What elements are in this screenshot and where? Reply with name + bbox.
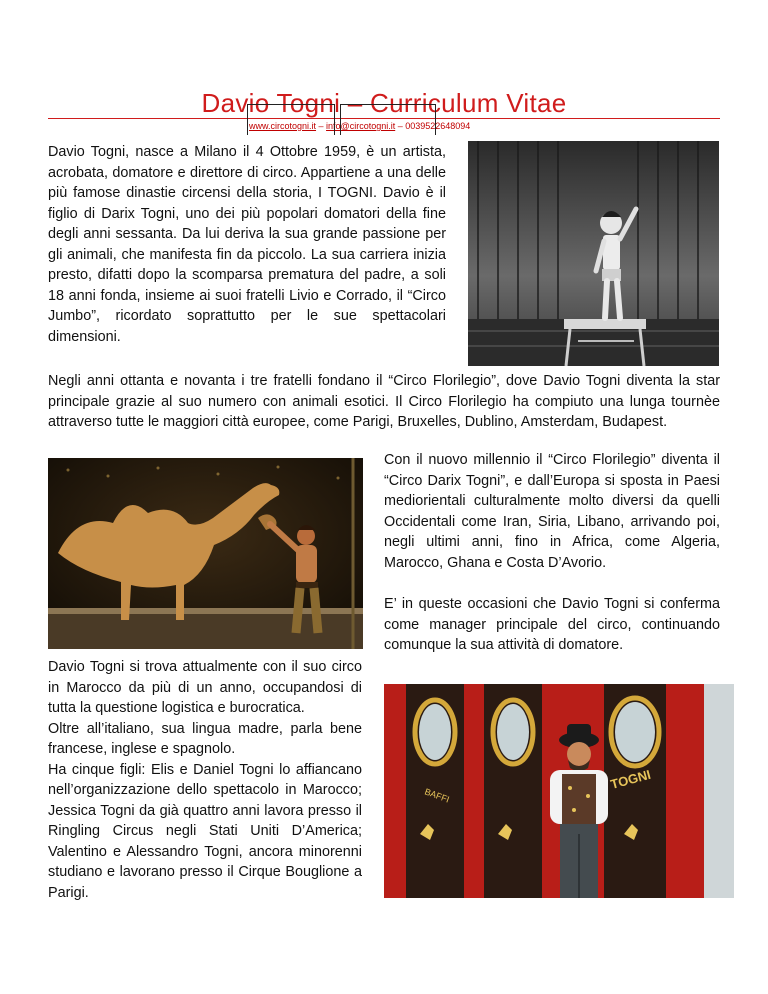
photo-young-acrobat xyxy=(468,141,719,366)
manager-paragraph: E’ in queste occasioni che Davio Togni si conferma come manager principale del circo, continuando comunque la sua attività di domatore. xyxy=(384,596,720,653)
website-link[interactable]: www.circotogni.it xyxy=(249,121,317,131)
wagon-sign-right: TOGNI xyxy=(608,766,653,792)
wagon-sign-left: BAFFI xyxy=(423,786,451,805)
millennio-paragraph: Con il nuovo millennio il “Circo Florilegio” diventa il “Circo Darix Togni”, e dall’Europa si sposta in Paesi mediorientali culturalmente molto diversi da quelli Occidentali come Iran, Siria, Libano, arrivando poi, negli ultimi anni, fino in Africa, come Algeria, Marocco, Ghana e Costa D’Avorio. xyxy=(384,452,720,571)
phone-number: 0039522648094 xyxy=(405,121,471,131)
contact-separator: – xyxy=(395,121,406,131)
florilegio-paragraph: Negli anni ottanta e novanta i tre fratelli fondano il “Circo Florilegio”, dove Davio Togni diventa la star principale grazie al suo numero con animali esotici. Il Circo Florilegio ha compiuto una lunga tournèe attraverso tutte le maggiori città europee, come Parigi, Bruxelles, Dublino, Amsterdam, Budapest. xyxy=(48,373,720,430)
left-column-text xyxy=(48,657,362,903)
intro-paragraph: Davio Togni, nasce a Milano il 4 Ottobre 1959, è un artista, acrobata, domatore e direttore di circo. Appartiene a una delle più famose dinastie circensi della storia, I TOGNI. Davio è il figlio di Darix Togni, uno dei più popolari domatori della fine degli anni sessanta. Da lui deriva la sua grande passione per gli animali, che manifesta fin da piccolo. La sua carriera inizia presto, difatti dopo la scomparsa prematura del padre, a soli 18 anni fonda, insieme ai suoi fratelli Livio e Corrado, il “Circo Jumbo”, ricordato soprattutto per le sue spettacolari dimensioni. xyxy=(48,144,446,345)
lingue-paragraph: Oltre all’italiano, sua lingua madre, parla bene francese, inglese e spagnolo. xyxy=(48,720,362,757)
email-link[interactable]: info@circotogni.it xyxy=(326,121,396,131)
contact-separator: – xyxy=(316,121,327,131)
photo-circus-wagon xyxy=(384,684,734,898)
email-box-frame xyxy=(340,104,436,135)
page-title: Davio Togni – Curriculum Vitae xyxy=(201,88,567,118)
website-box-frame xyxy=(247,104,335,135)
figli-paragraph: Ha cinque figli: Elis e Daniel Togni lo affiancano nell’organizzazione dello spettacolo in Marocco; Jessica Togni da già quattro anni lavora presso il Ringling Circus negli Stati Uniti D’America; Valentino e Alessandro Togni, ancora minorenni studiano e lavorano presso il Cirque Bouglione a Parigi. xyxy=(48,761,362,901)
marocco-paragraph: Davio Togni si trova attualmente con il suo circo in Marocco da più di un anno, occupandosi di tutta la questione logistica e burocratica. xyxy=(48,659,362,716)
photo-camel-tamer xyxy=(48,458,363,649)
